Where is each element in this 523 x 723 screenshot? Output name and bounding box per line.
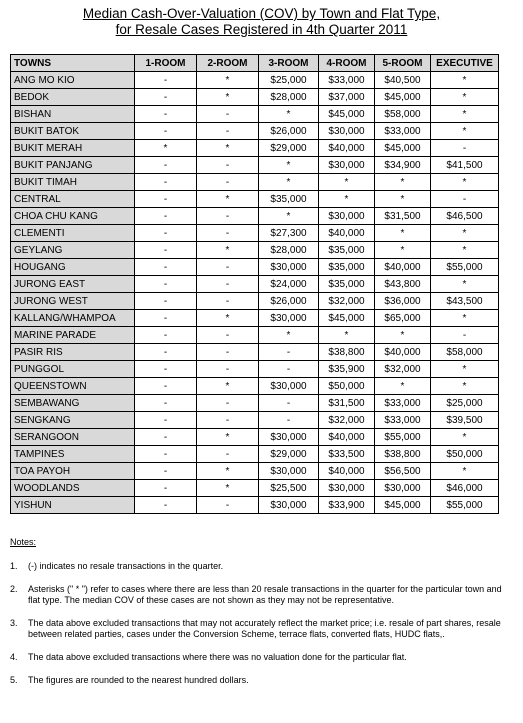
cov-value-cell: - xyxy=(197,327,259,344)
table-row xyxy=(11,361,499,378)
cov-table xyxy=(10,54,499,514)
cov-value-cell: $45,000 xyxy=(375,497,431,514)
cov-value-cell: * xyxy=(259,208,319,225)
cov-value-cell: $40,000 xyxy=(319,463,375,480)
cov-value-cell: * xyxy=(431,310,499,327)
cov-value-cell: $30,000 xyxy=(375,480,431,497)
town-name-cell: BUKIT BATOK xyxy=(11,123,135,140)
cov-value-cell: * xyxy=(431,89,499,106)
cov-value-cell: - xyxy=(135,395,197,412)
table-row xyxy=(11,463,499,480)
table-header-row xyxy=(11,55,499,72)
town-name-cell: CENTRAL xyxy=(11,191,135,208)
cov-value-cell: * xyxy=(319,174,375,191)
note-item xyxy=(10,561,510,572)
table-row xyxy=(11,378,499,395)
cov-value-cell: $31,500 xyxy=(319,395,375,412)
column-header: 5-ROOM xyxy=(375,55,431,72)
cov-value-cell: - xyxy=(197,123,259,140)
cov-value-cell: - xyxy=(135,310,197,327)
cov-value-cell: - xyxy=(259,412,319,429)
cov-value-cell: $58,000 xyxy=(431,344,499,361)
cov-value-cell: - xyxy=(135,157,197,174)
table-row xyxy=(11,276,499,293)
cov-value-cell: $40,000 xyxy=(319,140,375,157)
title-line-2: for Resale Cases Registered in 4th Quarter 2011 xyxy=(115,22,408,37)
cov-value-cell: * xyxy=(197,310,259,327)
cov-value-cell: $50,000 xyxy=(319,378,375,395)
cov-value-cell: * xyxy=(375,242,431,259)
cov-value-cell: $30,000 xyxy=(319,123,375,140)
cov-value-cell: * xyxy=(197,480,259,497)
note-text: Asterisks (" * ") refer to cases where there are less than 20 resale transactions in the quarter for the particular town and flat type. The median COV of these cases are not shown as they may not be representative. xyxy=(28,584,502,605)
cov-value-cell: $24,000 xyxy=(259,276,319,293)
cov-value-cell: $36,000 xyxy=(375,293,431,310)
town-name-cell: KALLANG/WHAMPOA xyxy=(11,310,135,327)
town-name-cell: YISHUN xyxy=(11,497,135,514)
cov-value-cell: * xyxy=(197,191,259,208)
cov-value-cell: * xyxy=(375,191,431,208)
column-header: 3-ROOM xyxy=(259,55,319,72)
town-name-cell: BEDOK xyxy=(11,89,135,106)
cov-value-cell: $40,500 xyxy=(375,72,431,89)
cov-value-cell: $37,000 xyxy=(319,89,375,106)
cov-value-cell: * xyxy=(375,225,431,242)
cov-value-cell: - xyxy=(197,344,259,361)
town-name-cell: JURONG WEST xyxy=(11,293,135,310)
cov-value-cell: * xyxy=(197,89,259,106)
cov-value-cell: * xyxy=(431,378,499,395)
cov-value-cell: $35,900 xyxy=(319,361,375,378)
cov-value-cell: - xyxy=(135,412,197,429)
town-name-cell: CHOA CHU KANG xyxy=(11,208,135,225)
town-name-cell: SENGKANG xyxy=(11,412,135,429)
table-row xyxy=(11,157,499,174)
cov-value-cell: $39,500 xyxy=(431,412,499,429)
cov-value-cell: - xyxy=(135,344,197,361)
cov-value-cell: - xyxy=(135,72,197,89)
cov-value-cell: $56,500 xyxy=(375,463,431,480)
table-row xyxy=(11,497,499,514)
table-row xyxy=(11,293,499,310)
table-row xyxy=(11,412,499,429)
cov-value-cell: $33,000 xyxy=(375,395,431,412)
cov-value-cell: $38,800 xyxy=(375,446,431,463)
table-row xyxy=(11,395,499,412)
cov-value-cell: - xyxy=(135,327,197,344)
cov-value-cell: * xyxy=(431,174,499,191)
cov-value-cell: $43,500 xyxy=(431,293,499,310)
town-name-cell: HOUGANG xyxy=(11,259,135,276)
cov-value-cell: - xyxy=(135,174,197,191)
cov-value-cell: $38,800 xyxy=(319,344,375,361)
notes-list xyxy=(10,561,510,686)
cov-value-cell: - xyxy=(135,208,197,225)
notes-section xyxy=(10,537,510,698)
cov-value-cell: $55,000 xyxy=(431,259,499,276)
cov-value-cell: $35,000 xyxy=(319,242,375,259)
cov-value-cell: $45,000 xyxy=(375,140,431,157)
cov-value-cell: * xyxy=(375,378,431,395)
document-title xyxy=(0,6,523,38)
cov-value-cell: $31,500 xyxy=(375,208,431,225)
cov-value-cell: $58,000 xyxy=(375,106,431,123)
cov-value-cell: $30,000 xyxy=(319,480,375,497)
cov-value-cell: $32,000 xyxy=(319,412,375,429)
cov-value-cell: $35,000 xyxy=(319,276,375,293)
town-name-cell: WOODLANDS xyxy=(11,480,135,497)
cov-value-cell: $25,500 xyxy=(259,480,319,497)
table-row xyxy=(11,89,499,106)
town-name-cell: GEYLANG xyxy=(11,242,135,259)
cov-value-cell: $65,000 xyxy=(375,310,431,327)
cov-value-cell: - xyxy=(135,225,197,242)
cov-value-cell: - xyxy=(197,174,259,191)
table-row xyxy=(11,123,499,140)
cov-value-cell: - xyxy=(135,123,197,140)
cov-value-cell: - xyxy=(259,344,319,361)
cov-value-cell: $29,000 xyxy=(259,140,319,157)
table-row xyxy=(11,174,499,191)
cov-value-cell: - xyxy=(259,395,319,412)
cov-value-cell: - xyxy=(197,157,259,174)
note-item xyxy=(10,675,510,686)
town-name-cell: BUKIT MERAH xyxy=(11,140,135,157)
cov-value-cell: $46,000 xyxy=(431,480,499,497)
table-row xyxy=(11,106,499,123)
cov-value-cell: - xyxy=(431,140,499,157)
cov-value-cell: $30,000 xyxy=(319,208,375,225)
cov-value-cell: $33,500 xyxy=(319,446,375,463)
cov-value-cell: * xyxy=(431,463,499,480)
note-item xyxy=(10,652,510,663)
cov-value-cell: * xyxy=(135,140,197,157)
cov-value-cell: $30,000 xyxy=(259,378,319,395)
cov-value-cell: $30,000 xyxy=(259,429,319,446)
table-row xyxy=(11,480,499,497)
cov-value-cell: * xyxy=(319,327,375,344)
cov-value-cell: * xyxy=(431,72,499,89)
cov-value-cell: - xyxy=(431,191,499,208)
cov-value-cell: $45,000 xyxy=(319,310,375,327)
note-item xyxy=(10,618,510,640)
town-name-cell: MARINE PARADE xyxy=(11,327,135,344)
column-header: EXECUTIVE xyxy=(431,55,499,72)
cov-value-cell: * xyxy=(431,361,499,378)
cov-value-cell: $30,000 xyxy=(319,157,375,174)
cov-value-cell: - xyxy=(197,293,259,310)
cov-value-cell: $30,000 xyxy=(259,463,319,480)
table-row xyxy=(11,344,499,361)
cov-value-cell: - xyxy=(135,242,197,259)
cov-value-cell: * xyxy=(431,123,499,140)
cov-value-cell: - xyxy=(197,225,259,242)
town-name-cell: SEMBAWANG xyxy=(11,395,135,412)
cov-value-cell: * xyxy=(259,106,319,123)
cov-value-cell: $27,300 xyxy=(259,225,319,242)
cov-value-cell: * xyxy=(197,429,259,446)
cov-value-cell: - xyxy=(197,361,259,378)
cov-value-cell: - xyxy=(197,208,259,225)
cov-value-cell: * xyxy=(431,429,499,446)
cov-value-cell: $30,000 xyxy=(259,259,319,276)
cov-value-cell: - xyxy=(135,463,197,480)
table-row xyxy=(11,208,499,225)
column-header: 1-ROOM xyxy=(135,55,197,72)
town-name-cell: BUKIT TIMAH xyxy=(11,174,135,191)
town-name-cell: TOA PAYOH xyxy=(11,463,135,480)
note-number: 3. xyxy=(10,618,18,628)
cov-value-cell: $26,000 xyxy=(259,123,319,140)
cov-value-cell: * xyxy=(375,327,431,344)
table-row xyxy=(11,429,499,446)
note-text: (-) indicates no resale transactions in the quarter. xyxy=(28,561,224,571)
note-number: 5. xyxy=(10,675,18,685)
cov-value-cell: $45,000 xyxy=(375,89,431,106)
town-name-cell: BUKIT PANJANG xyxy=(11,157,135,174)
cov-value-cell: $40,000 xyxy=(319,429,375,446)
cov-value-cell: - xyxy=(135,361,197,378)
town-name-cell: CLEMENTI xyxy=(11,225,135,242)
title-line-1: Median Cash-Over-Valuation (COV) by Town and Flat Type, xyxy=(82,6,441,21)
town-name-cell: SERANGOON xyxy=(11,429,135,446)
cov-value-cell: $40,000 xyxy=(319,225,375,242)
cov-value-cell: * xyxy=(319,191,375,208)
cov-value-cell: $35,000 xyxy=(259,191,319,208)
cov-value-cell: * xyxy=(259,327,319,344)
cov-value-cell: $33,000 xyxy=(375,412,431,429)
cov-value-cell: $41,500 xyxy=(431,157,499,174)
cov-value-cell: $33,900 xyxy=(319,497,375,514)
cov-value-cell: $33,000 xyxy=(375,123,431,140)
cov-value-cell: - xyxy=(135,106,197,123)
cov-value-cell: $32,000 xyxy=(375,361,431,378)
cov-value-cell: * xyxy=(431,106,499,123)
table-row xyxy=(11,242,499,259)
cov-value-cell: * xyxy=(431,276,499,293)
cov-value-cell: - xyxy=(135,429,197,446)
note-number: 4. xyxy=(10,652,18,662)
cov-value-cell: * xyxy=(375,174,431,191)
cov-value-cell: * xyxy=(259,174,319,191)
cov-value-cell: $45,000 xyxy=(319,106,375,123)
note-text: The figures are rounded to the nearest hundred dollars. xyxy=(28,675,249,685)
town-name-cell: BISHAN xyxy=(11,106,135,123)
cov-value-cell: $28,000 xyxy=(259,89,319,106)
cov-value-cell: $32,000 xyxy=(319,293,375,310)
cov-value-cell: $25,000 xyxy=(431,395,499,412)
cov-value-cell: $26,000 xyxy=(259,293,319,310)
cov-value-cell: * xyxy=(197,72,259,89)
town-name-cell: JURONG EAST xyxy=(11,276,135,293)
cov-value-cell: - xyxy=(135,293,197,310)
cov-value-cell: - xyxy=(197,106,259,123)
cov-value-cell: $25,000 xyxy=(259,72,319,89)
cov-value-cell: $55,000 xyxy=(431,497,499,514)
cov-value-cell: - xyxy=(197,497,259,514)
cov-value-cell: - xyxy=(197,446,259,463)
table-body xyxy=(11,72,499,514)
cov-value-cell: - xyxy=(197,276,259,293)
town-name-cell: QUEENSTOWN xyxy=(11,378,135,395)
cov-value-cell: $33,000 xyxy=(319,72,375,89)
note-text: The data above excluded transactions that may not accurately reflect the market price; i.e. resale of part shares, resale between related parties, cases under the Conversion Scheme, terrace flats, converted flats, HUDC flats,. xyxy=(28,618,501,639)
cov-value-cell: - xyxy=(135,259,197,276)
cov-value-cell: $46,500 xyxy=(431,208,499,225)
cov-value-cell: * xyxy=(431,242,499,259)
cov-value-cell: - xyxy=(135,497,197,514)
column-header: 2-ROOM xyxy=(197,55,259,72)
note-item xyxy=(10,584,510,606)
town-name-cell: PASIR RIS xyxy=(11,344,135,361)
table-row xyxy=(11,72,499,89)
table-row xyxy=(11,446,499,463)
cov-value-cell: $55,000 xyxy=(375,429,431,446)
cov-value-cell: $30,000 xyxy=(259,497,319,514)
cov-value-cell: - xyxy=(259,361,319,378)
cov-value-cell: $28,000 xyxy=(259,242,319,259)
town-name-cell: PUNGGOL xyxy=(11,361,135,378)
cov-value-cell: * xyxy=(197,140,259,157)
cov-value-cell: - xyxy=(135,276,197,293)
cov-value-cell: $34,900 xyxy=(375,157,431,174)
cov-value-cell: $30,000 xyxy=(259,310,319,327)
town-name-cell: TAMPINES xyxy=(11,446,135,463)
cov-value-cell: $40,000 xyxy=(375,259,431,276)
cov-value-cell: - xyxy=(431,327,499,344)
cov-value-cell: $50,000 xyxy=(431,446,499,463)
cov-value-cell: - xyxy=(135,446,197,463)
table-row xyxy=(11,225,499,242)
table-row xyxy=(11,310,499,327)
note-number: 1. xyxy=(10,561,18,571)
cov-value-cell: $29,000 xyxy=(259,446,319,463)
cov-value-cell: * xyxy=(431,225,499,242)
cov-value-cell: * xyxy=(197,378,259,395)
cov-value-cell: $43,800 xyxy=(375,276,431,293)
table-row xyxy=(11,191,499,208)
table-row xyxy=(11,259,499,276)
notes-title: Notes: xyxy=(10,537,37,547)
cov-value-cell: * xyxy=(197,242,259,259)
cov-value-cell: - xyxy=(135,378,197,395)
cov-value-cell: - xyxy=(197,395,259,412)
cov-value-cell: $35,000 xyxy=(319,259,375,276)
note-number: 2. xyxy=(10,584,18,594)
column-header: TOWNS xyxy=(11,55,135,72)
cov-value-cell: - xyxy=(135,89,197,106)
cov-value-cell: * xyxy=(259,157,319,174)
table-row xyxy=(11,140,499,157)
note-text: The data above excluded transactions where there was no valuation done for the particular flat. xyxy=(28,652,407,662)
cov-value-cell: * xyxy=(197,463,259,480)
table-row xyxy=(11,327,499,344)
cov-value-cell: $40,000 xyxy=(375,344,431,361)
cov-value-cell: - xyxy=(135,191,197,208)
cov-value-cell: - xyxy=(135,480,197,497)
column-header: 4-ROOM xyxy=(319,55,375,72)
cov-value-cell: - xyxy=(197,412,259,429)
cov-value-cell: - xyxy=(197,259,259,276)
town-name-cell: ANG MO KIO xyxy=(11,72,135,89)
